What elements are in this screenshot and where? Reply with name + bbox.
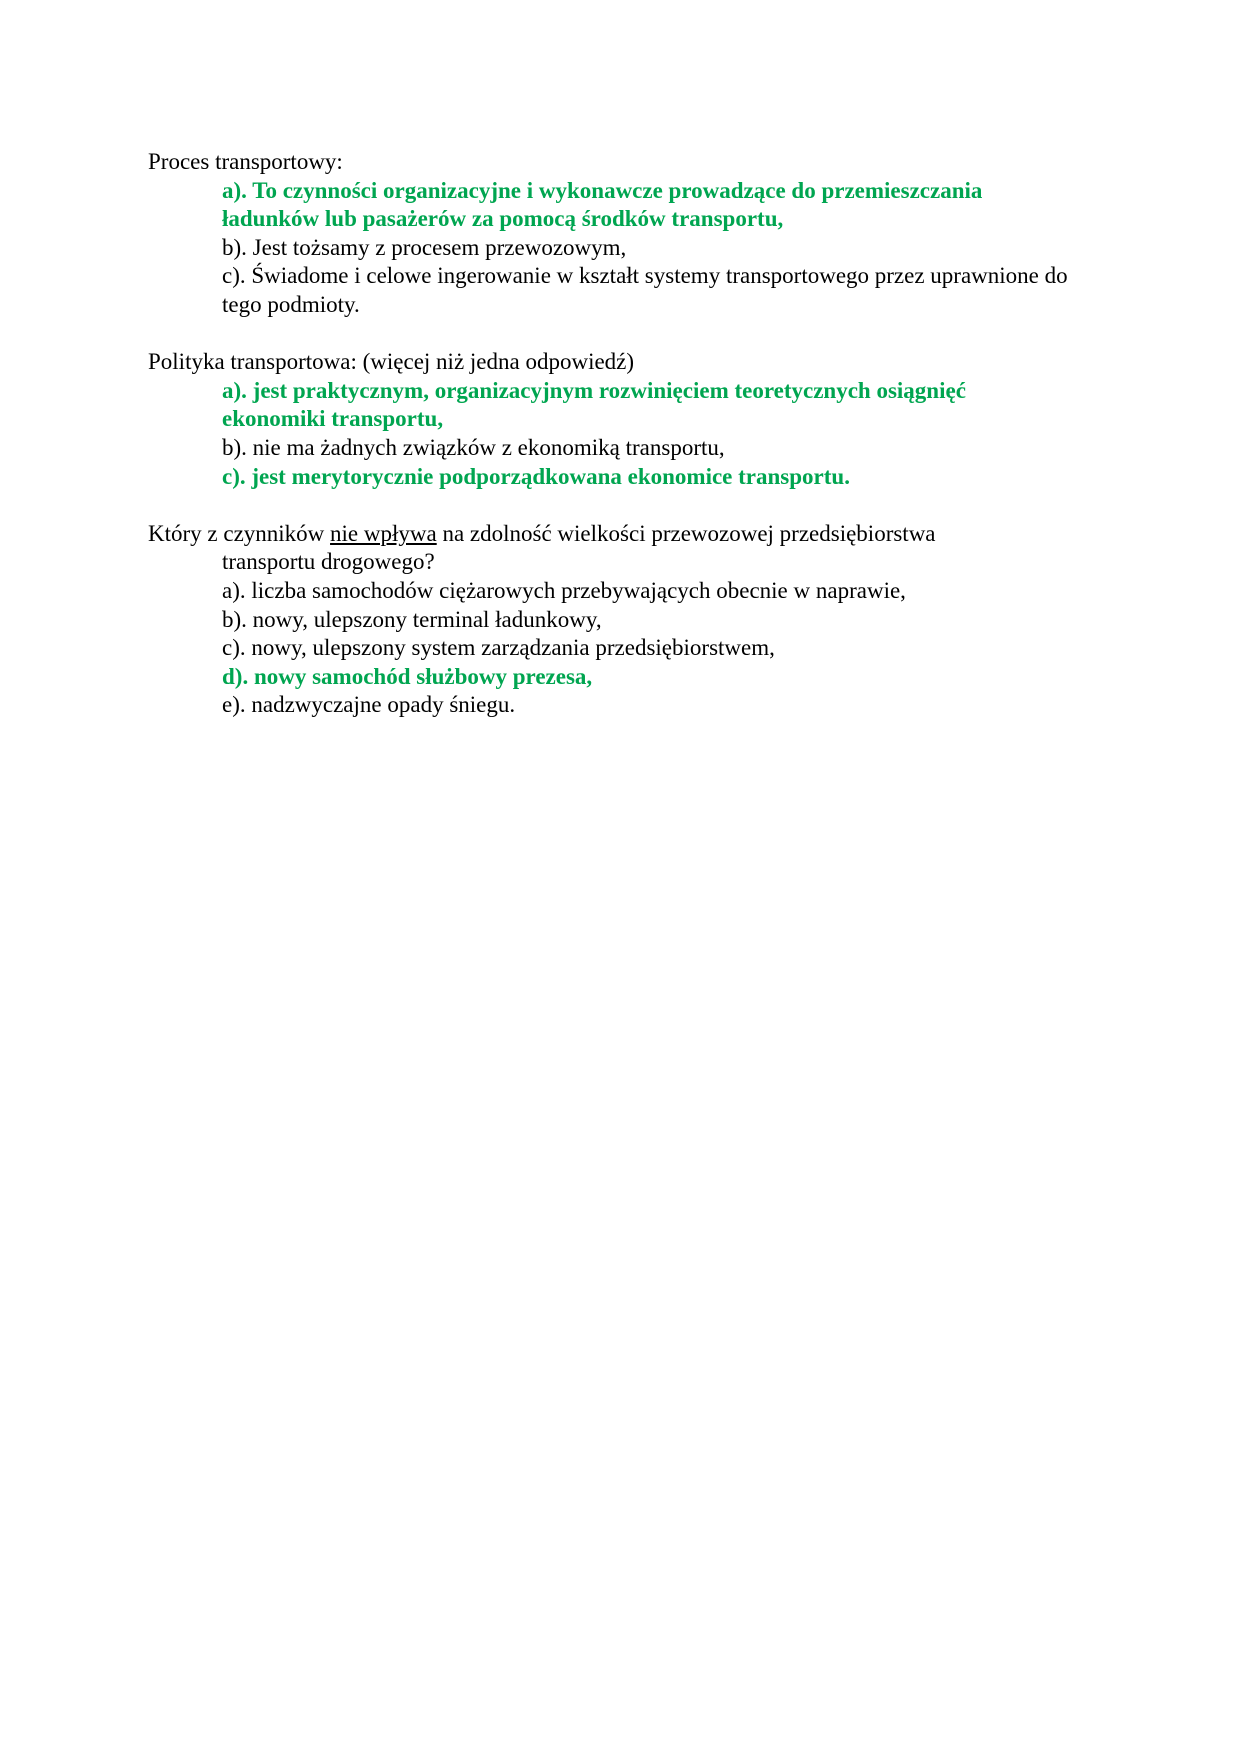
question-3-emphasis: nie wpływa	[330, 520, 437, 546]
question-2-answers	[148, 377, 1068, 491]
question-3-text	[148, 520, 1068, 577]
answer-1a: a). To czynności organizacyjne i wykonawcze prowadzące do przemieszczania ładunków lub pasażerów za pomocą środków transportu,	[222, 177, 983, 232]
answer-2c: c). jest merytorycznie podporządkowana ekonomice transportu.	[222, 463, 850, 489]
answer-3d: d). nowy samochód służbowy prezesa,	[222, 663, 593, 689]
question-2	[148, 348, 1068, 491]
question-3-text-before: Który z czynników	[148, 520, 331, 546]
answer-3b: b). nowy, ulepszony terminal ładunkowy,	[222, 606, 602, 632]
answer-2b: b). nie ma żadnych związków z ekonomiką transportu,	[222, 434, 725, 460]
question-1	[148, 148, 1068, 320]
question-3	[148, 520, 1068, 720]
question-3-text-cont: transportu drogowego?	[222, 549, 435, 575]
answer-1c: c). Świadome i celowe ingerowanie w kształt systemy transportowego przez uprawnione do tego podmioty.	[222, 263, 1068, 317]
answer-3e: e). nadzwyczajne opady śniegu.	[222, 692, 516, 718]
answer-3c: c). nowy, ulepszony system zarządzania przedsiębiorstwem,	[222, 635, 775, 661]
question-2-text: Polityka transportowa: (więcej niż jedna odpowiedź)	[148, 349, 635, 375]
question-3-text-after: na zdolność wielkości przewozowej przedsiębiorstwa	[436, 520, 936, 546]
document-body	[148, 148, 1068, 748]
answer-2a: a). jest praktycznym, organizacyjnym rozwinięciem teoretycznych osiągnięć ekonomiki transportu,	[222, 377, 966, 432]
question-1-text: Proces transportowy:	[148, 149, 343, 174]
question-1-answers	[148, 177, 1068, 320]
answer-3a: a). liczba samochodów ciężarowych przebywających obecnie w naprawie,	[222, 577, 906, 603]
question-3-answers	[148, 577, 1068, 720]
answer-1b: b). Jest tożsamy z procesem przewozowym,	[222, 234, 627, 260]
